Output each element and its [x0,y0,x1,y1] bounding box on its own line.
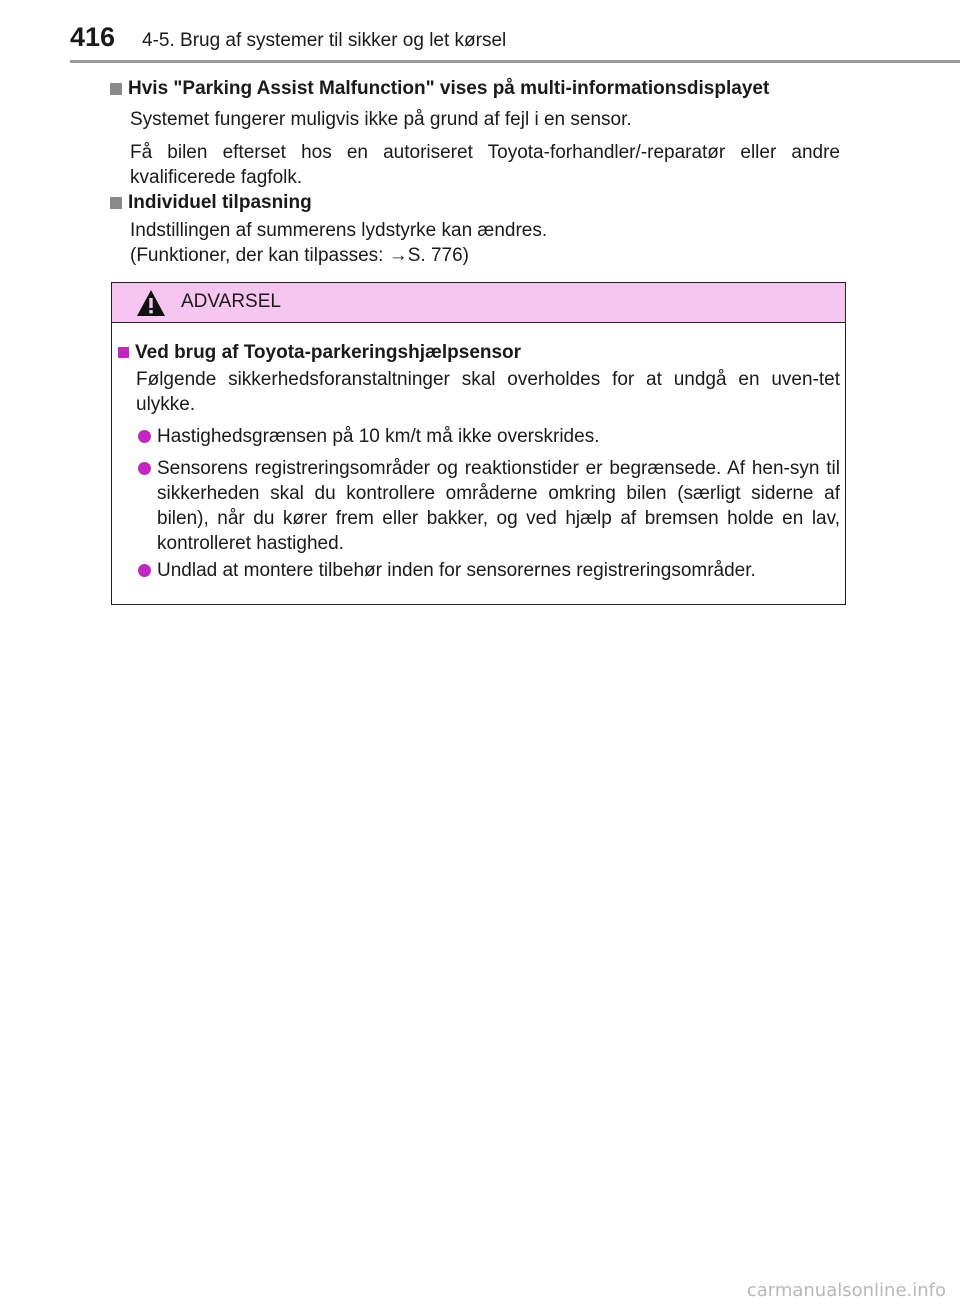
warning-intro: Følgende sikkerhedsforanstaltninger skal overholdes for at undgå en uven-tet ulykke. [136,369,840,415]
warning-bullet-item [138,558,840,583]
watermark-logo: carmanualsonline.info [746,1280,946,1301]
customization-reference [130,243,840,268]
page-header [0,0,960,60]
section-parking-assist-malfunction [110,76,840,190]
header-divider [70,60,960,63]
page-reference-link[interactable]: S. 776) [407,245,470,266]
heading-text: Hvis "Parking Assist Malfunction" vises på multi-informationsdisplayet [128,78,770,99]
warning-header [112,283,845,323]
section-heading [110,190,840,215]
section-title: 4-5. Brug af systemer til sikker og let kørsel [142,30,507,51]
section-heading [110,76,840,101]
round-bullet-icon [138,564,151,577]
warning-triangle-icon [136,289,166,317]
warning-bullet-item [138,456,840,556]
bullet-text: Undlad at montere tilbehør inden for sensorernes registreringsområder. [157,560,756,581]
square-bullet-icon [110,197,122,209]
warning-heading-text: Ved brug af Toyota-parkeringshjælpsensor [135,342,522,363]
warning-box [111,282,846,605]
paragraph: Indstillingen af summerens lydstyrke kan ændres. [130,220,548,241]
square-bullet-icon [118,347,129,358]
round-bullet-icon [138,462,151,475]
bullet-text: Hastighedsgrænsen på 10 km/t må ikke overskrides. [157,426,600,447]
heading-text: Individuel tilpasning [128,192,312,213]
paragraph: Få bilen efterset hos en autoriseret Toyota-forhandler/-reparatør eller andre kvalificerede fagfolk. [130,142,840,188]
arrow-icon: → [388,245,408,266]
warning-label: ADVARSEL [181,291,281,312]
page-number: 416 [70,22,116,52]
reference-prefix: (Funktioner, der kan tilpasses: [130,245,389,266]
warning-heading [118,340,521,365]
round-bullet-icon [138,430,151,443]
warning-bullet-item [138,424,840,449]
section-individual-customization [110,190,840,268]
bullet-text: Sensorens registreringsområder og reaktionstider er begrænsede. Af hen-syn til sikkerheden skal du kontrollere områderne omkring bilen (særligt siderne af bilen), når du kører frem eller bakker, og ved hjælp af bremsen holde en lav, kontrolleret hastighed. [157,458,840,554]
paragraph: Systemet fungerer muligvis ikke på grund af fejl i en sensor. [130,109,632,130]
square-bullet-icon [110,83,122,95]
